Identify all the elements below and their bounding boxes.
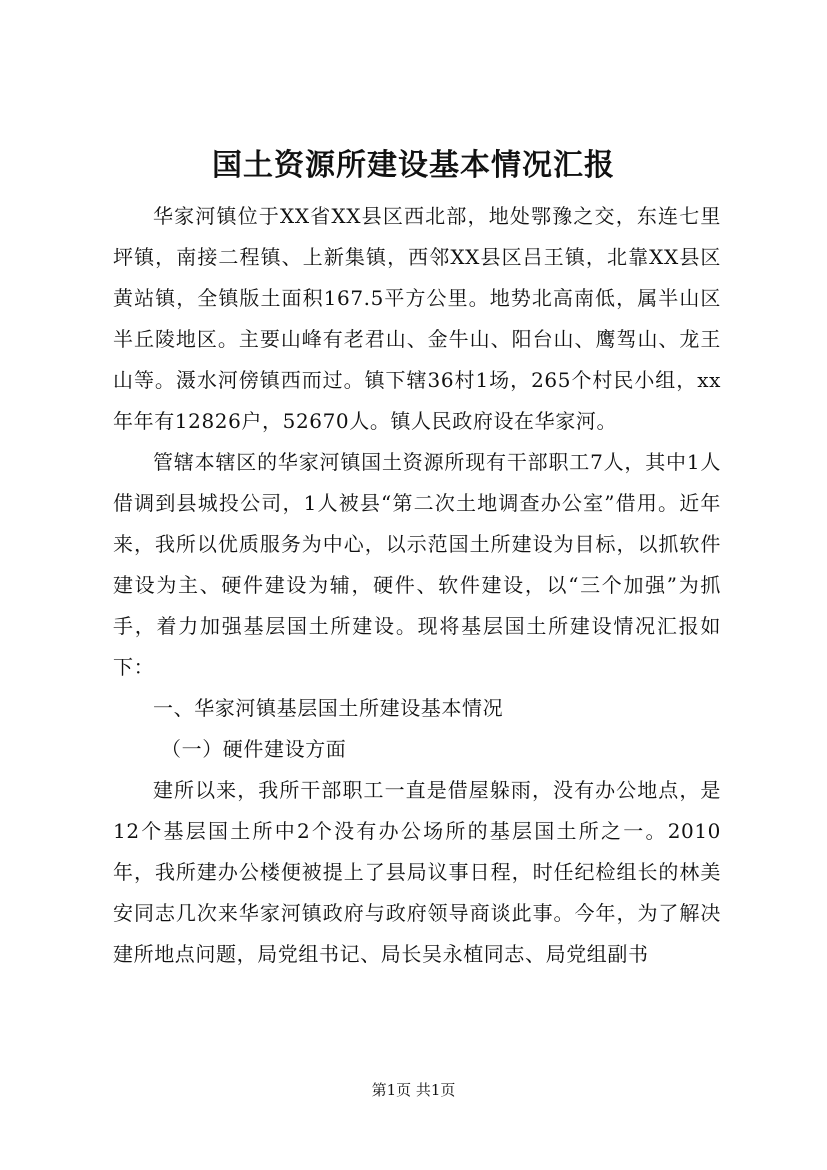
paragraph-staffing: 管辖本辖区的华家河镇国土资源所现有干部职工7人，其中1人借调到县城投公司，1人被县“第二次土地调查办公室”借用。近年来，我所以优质服务为中心，以示范国土所建设为目标，以抓软件建设为主、硬件建设为辅，硬件、软件建设，以“三个加强”为抓手，着力加强基层国土所建设。现将基层国土所建设情况汇报如下： [113, 450, 721, 679]
paragraph-location: 华家河镇位于XX省XX县区西北部，地处鄂豫之交，东连七里坪镇，南接二程镇、上新集镇，西邻XX县区吕王镇，北靠XX县区黄站镇，全镇版土面积167.5平方公里。地势北高南低，属半山区半丘陵地区。主要山峰有老君山、金牛山、阳台山、鹰驾山、龙王山等。滠水河傍镇西而过。镇下辖36村1场，265个村民小组，xx年年有12826户，52670人。镇人民政府设在华家河。 [113, 204, 721, 433]
section-heading: 一、华家河镇基层国土所建设基本情况 [153, 696, 504, 720]
page-number-footer: 第1页 共1页 [371, 1081, 456, 1099]
subsection-heading: （一）硬件建设方面 [161, 737, 347, 761]
paragraph-hardware: 建所以来，我所干部职工一直是借屋躲雨，没有办公地点，是12个基层国土所中2个没有办公场所的基层国土所之一。2010年，我所建办公楼便被提上了县局议事日程，时任纪检组长的林美安同志几次来华家河镇政府与政府领导商谈此事。今年，为了解决建所地点问题，局党组书记、局长吴永植同志、局党组副书 [113, 778, 721, 966]
document-title: 国土资源所建设基本情况汇报 [212, 148, 615, 183]
document-body [113, 196, 721, 975]
